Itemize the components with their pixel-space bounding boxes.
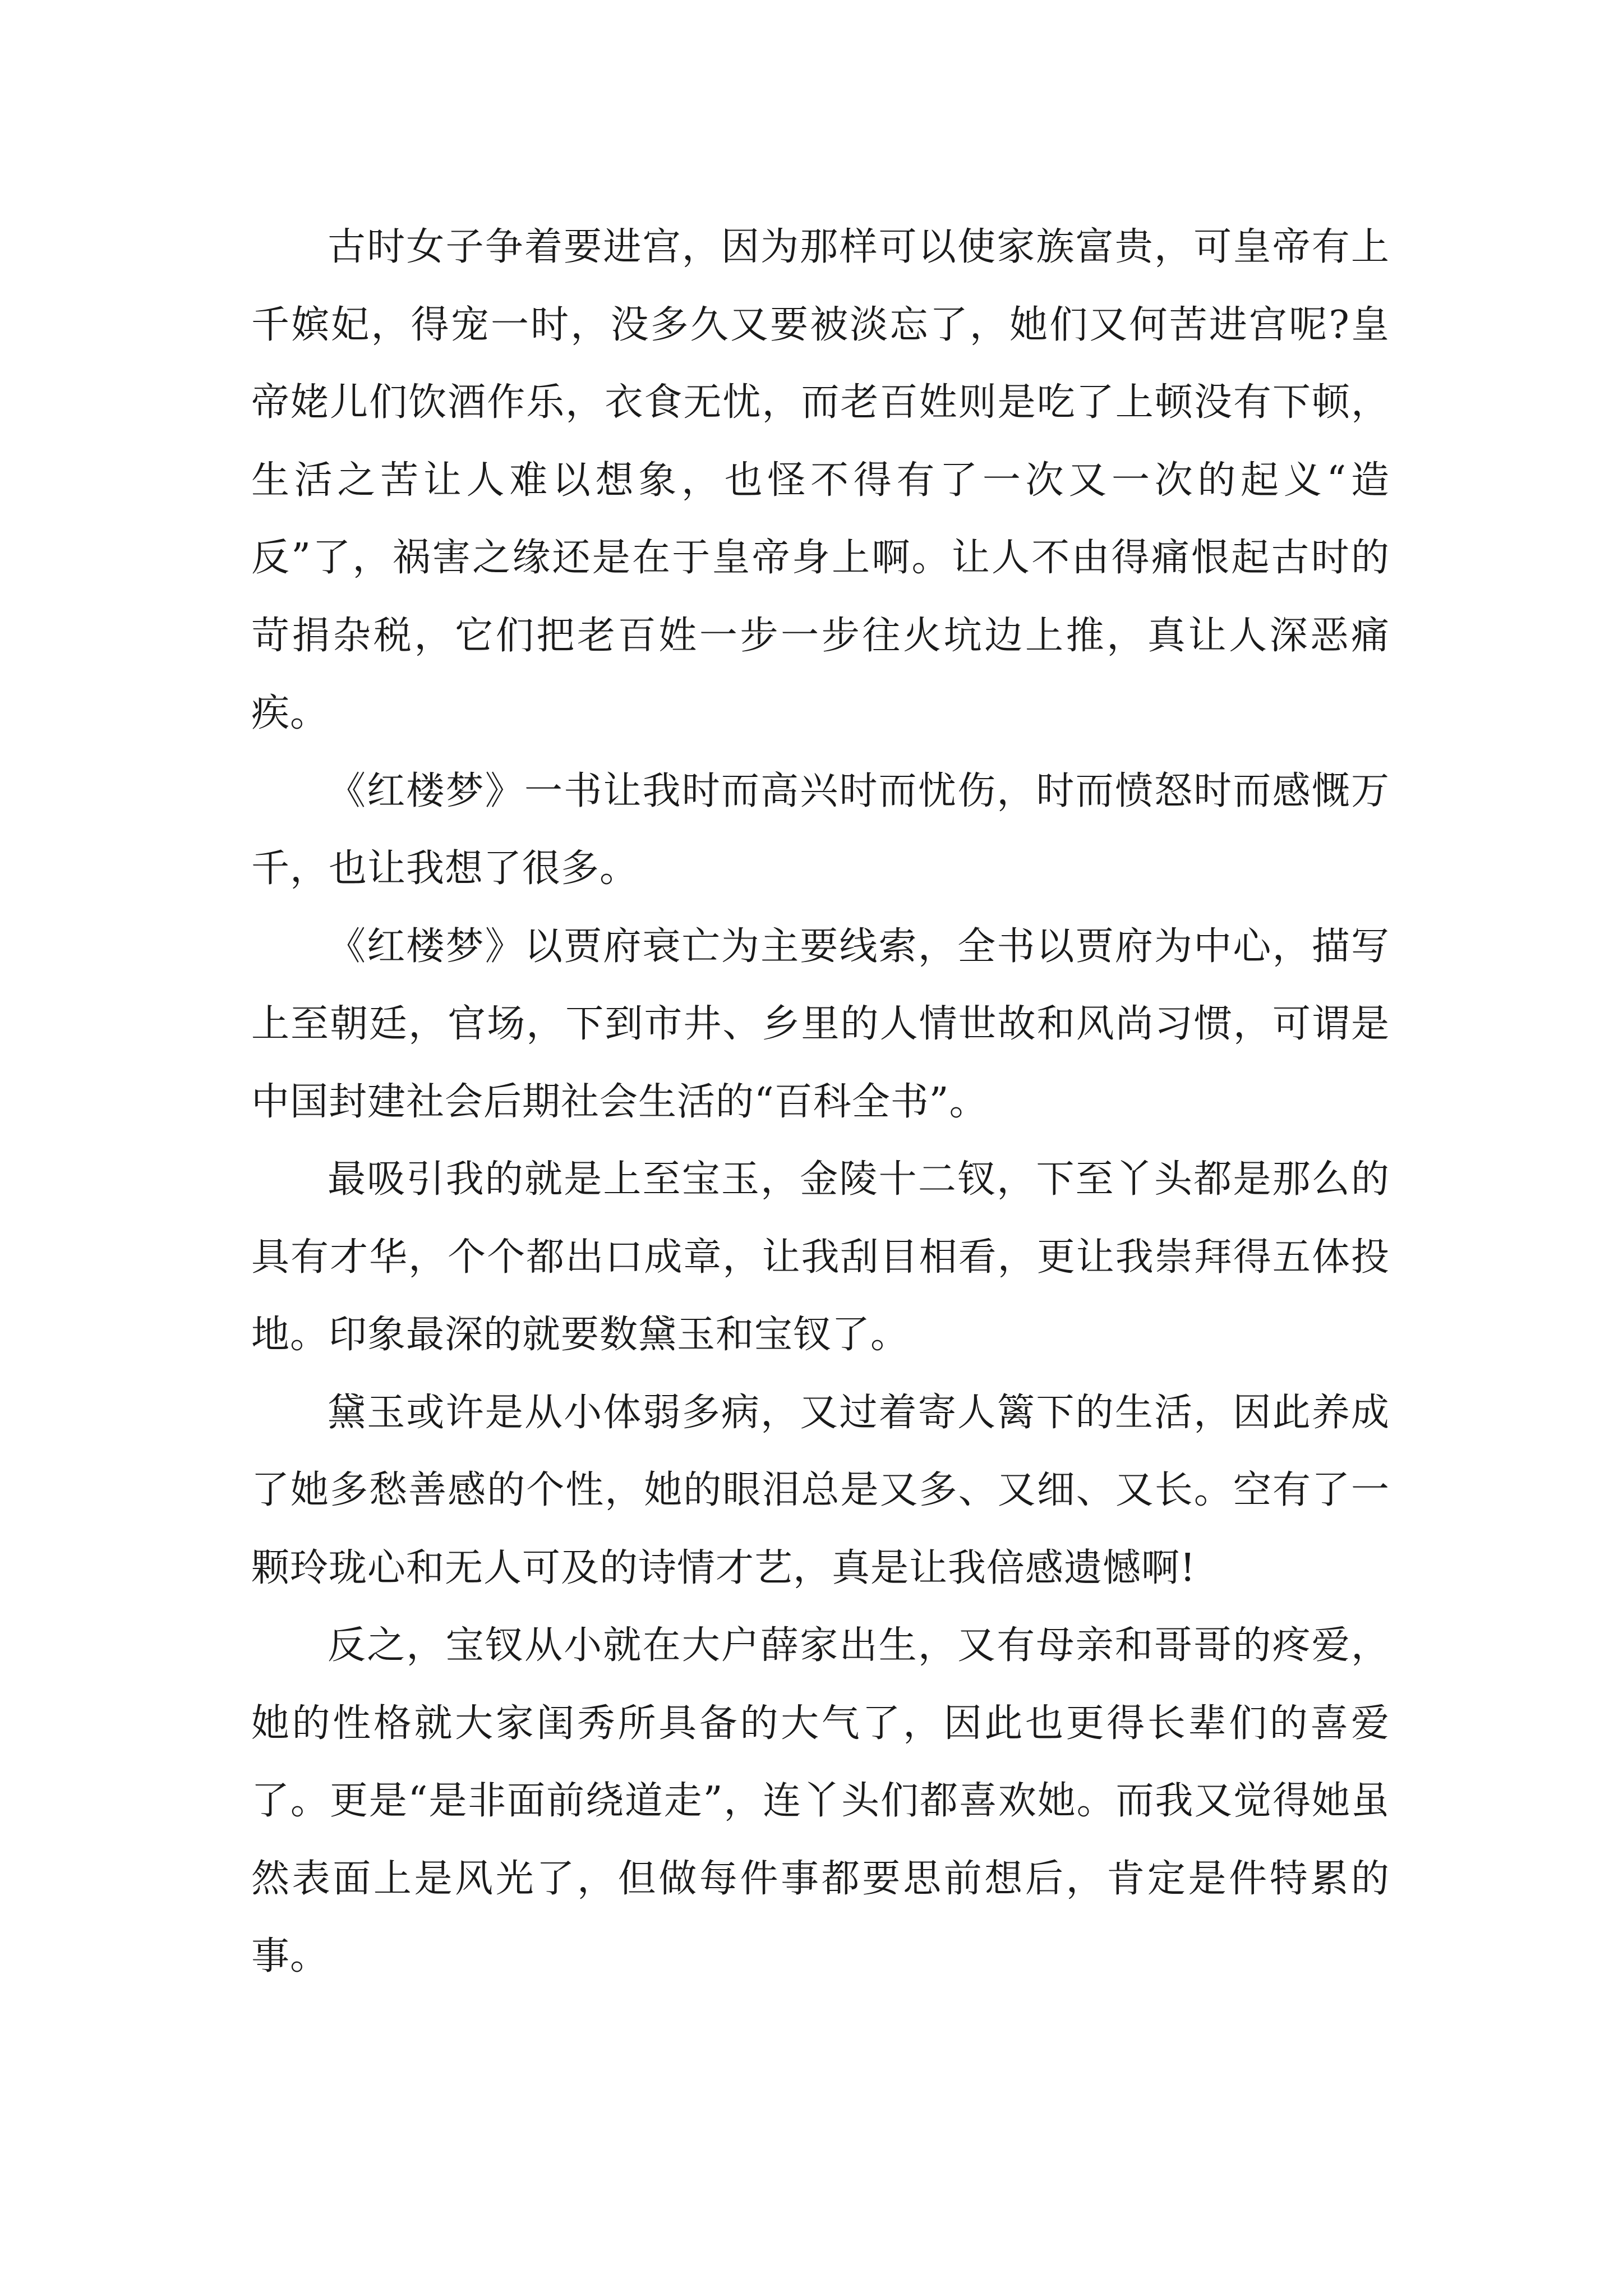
paragraph-1: 古时女子争着要进宫，因为那样可以使家族富贵，可皇帝有上千嫔妃，得宠一时，没多久又要被淡忘了，她们又何苦进宫呢?皇帝姥儿们饮酒作乐，衣食无忧，而老百姓则是吃了上顿没有下顿，生活之苦让人难以想象，也怪不得有了一次又一次的起义“造反”了，祸害之缘还是在于皇帝身上啊。让人不由得痛恨起古时的苛捐杂税，它们把老百姓一步一步往火坑边上推，真让人深恶痛疾。 [251, 225, 1390, 735]
document-body [251, 209, 1390, 1996]
paragraph-2: 《红楼梦》一书让我时而高兴时而忧伤，时而愤怒时而感慨万千，也让我想了很多。 [251, 769, 1390, 891]
paragraph-5: 黛玉或许是从小体弱多病，又过着寄人篱下的生活，因此养成了她多愁善感的个性，她的眼泪总是又多、又细、又长。空有了一颗玲珑心和无人可及的诗情才艺，真是让我倍感遗憾啊! [251, 1390, 1390, 1590]
paragraph-4: 最吸引我的就是上至宝玉，金陵十二钗，下至丫头都是那么的具有才华，个个都出口成章，让我刮目相看，更让我崇拜得五体投地。印象最深的就要数黛玉和宝钗了。 [251, 1157, 1390, 1357]
paragraph-3: 《红楼梦》以贾府衰亡为主要线索，全书以贾府为中心，描写上至朝廷，官场，下到市井、乡里的人情世故和风尚习惯，可谓是中国封建社会后期社会生活的“百科全书”。 [251, 924, 1390, 1124]
paragraph-6: 反之，宝钗从小就在大户薛家出生，又有母亲和哥哥的疼爱，她的性格就大家闺秀所具备的大气了，因此也更得长辈们的喜爱了。更是“是非面前绕道走”，连丫头们都喜欢她。而我又觉得她虽然表面上是风光了，但做每件事都要思前想后，肯定是件特累的事。 [251, 1623, 1390, 1978]
